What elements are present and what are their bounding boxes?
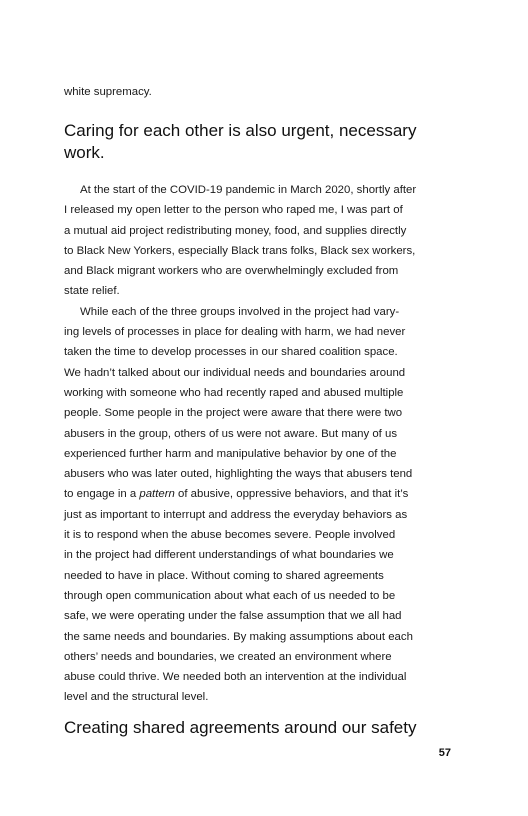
text-line: needed to have in place. Without coming to shared agreements (64, 569, 384, 582)
text-line: through open communication about what each of us needed to be (64, 589, 396, 602)
text-line: I released my open letter to the person who raped me, I was part of (64, 204, 403, 217)
text-line: abuse could thrive. We needed both an intervention at the individual (64, 671, 407, 684)
text-line: abusers who was later outed, highlighting the ways that abusers tend (64, 468, 413, 481)
text-line: working with someone who had recently raped and abused multiple (64, 386, 404, 399)
text-run: of abusive, oppressive behaviors, and that it’s (174, 488, 409, 501)
text-line: experienced further harm and manipulative behavior by one of the (64, 447, 397, 460)
text-line: it is to respond when the abuse becomes severe. People involved (64, 529, 396, 542)
text-line: to Black New Yorkers, especially Black trans folks, Black sex workers, (64, 244, 416, 257)
page-number: 57 (438, 747, 451, 759)
text-line: in the project had different understandings of what boundaries we (64, 549, 394, 562)
text-line: taken the time to develop processes in our shared coalition space. (64, 346, 398, 359)
text-line: We hadn’t talked about our individual needs and boundaries around (64, 366, 406, 379)
section-heading: Caring for each other is also urgent, necessary work. (64, 121, 417, 162)
text-line: At the start of the COVID-19 pandemic in March 2020, shortly after (80, 184, 417, 196)
continuation-text: white supremacy. (64, 86, 152, 98)
section-heading-2: Creating shared agreements around our safety (64, 718, 417, 737)
text-line: state relief. (64, 285, 120, 298)
text-line: just as important to interrupt and address the everyday behaviors as (64, 508, 408, 521)
text-line: a mutual aid project redistributing money, food, and supplies directly (64, 224, 407, 237)
text-line (64, 484, 454, 504)
text-line: abusers in the group, others of us were not aware. But many of us (64, 427, 398, 440)
body-text (64, 180, 454, 708)
text-line: and Black migrant workers who are overwhelmingly excluded from (64, 265, 399, 278)
text-line: people. Some people in the project were aware that there were two (64, 407, 403, 420)
text-line: While each of the three groups involved in the project had vary- (80, 305, 400, 318)
text-line: others’ needs and boundaries, we created an environment where (64, 650, 392, 663)
text-run: to engage in a (64, 488, 140, 501)
text-line: ing levels of processes in place for dealing with harm, we had never (64, 326, 406, 339)
text-line: the same needs and boundaries. By making assumptions about each (64, 630, 413, 643)
emphasis-text: pattern (139, 488, 175, 501)
text-line: safe, we were operating under the false assumption that we all had (64, 610, 402, 623)
text-line: level and the structural level. (64, 691, 209, 704)
